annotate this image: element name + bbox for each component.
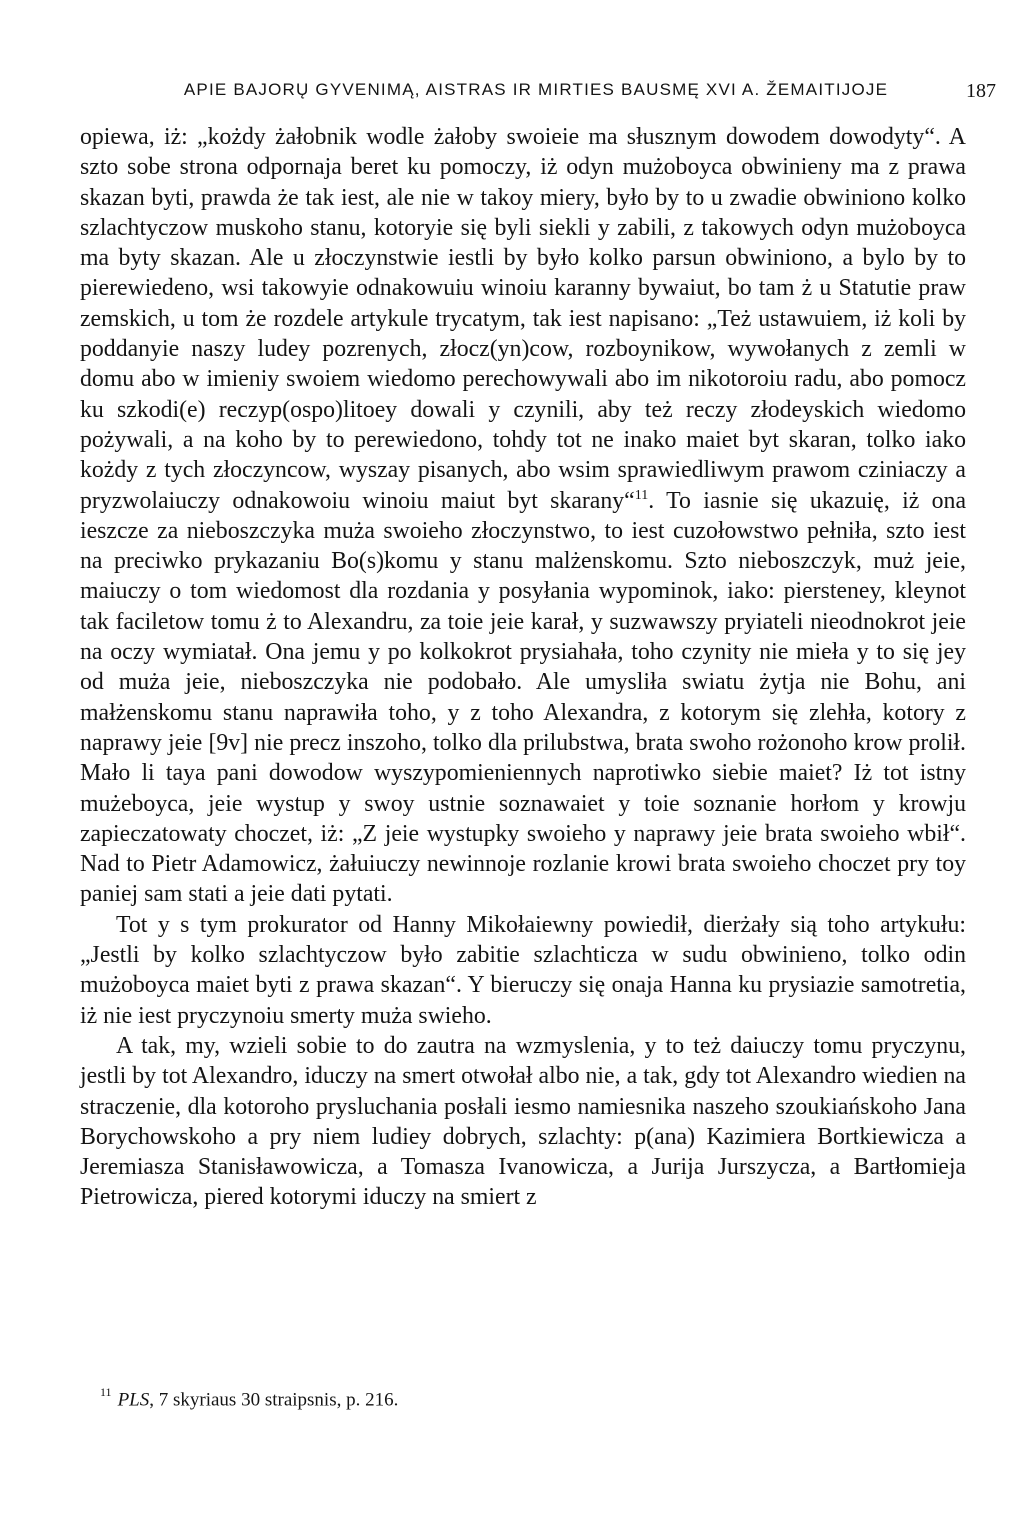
paragraph-1-text-a: opiewa, iż: „kożdy żałobnik wodle żałoby swoieie ma słusznym dowodem dowodyty“. A szto sobe strona odpornaja beret ku pomoczy, iż odyn mużoboyca obwinieny ma z prawa skazan byti, prawda że tak iest, ale nie w takoy miery, było by to u zwadie obwiniono kolko szlachtyczow muskoho stanu, kotoryie się byli siekli y zabili, z takowych odyn mużoboyca ma byty skazan. Ale u złoczynstwie iestli by było kolko parsun obwiniono, a bylo by to pierewiedeno, wsi takowyie odnakowuiu winoiu karanny bywaiut, bo tam ż u Statutie praw zemskich, u tom że rozdele artykule trycatym, tak iest napisano: „Też ustawuiem, iż koli by poddanyie naszy ludey pozrenych, złocz(yn)cow, rozboynikow, wywołanych z zemli w domu abo w imieniy swoiem wiedomo perechowywali abo im nikotoroiu radu, abo pomocz ku szkodi(e) reczyp(ospo)litoey dowali y czynili, aby też reczy złodeyskich wiedomo pożywali, a na koho by to perewiedono, tohdy tot ne inako maiet byt skaran, tolko iako kożdy z tych złoczyncow, wyszay pisanych, abo wsim sprawiedliwym prawom cziniaczy a pryzwolaiuczy odnakowoiu winoiu maiut byt skarany“ xyxy=(80,124,966,514)
page-number: 187 xyxy=(966,80,996,102)
paragraph-1 xyxy=(80,122,966,910)
paragraph-3: A tak, my, wzieli sobie to do zautra na wzmyslenia, y to też daiuczy tomu pryczynu, jestli by tot Alexandro, iduczy na smert otwołał albo nie, a tak, gdy tot Alexandro wiedien na straczenie, dla kotoroho prysluchania posłali iesmo namiesnika naszeho szoukiańskoho Jana Borychowskoho a pry niem ludiey dobrych, szlachty: p(ana) Kazimiera Bortkiewicza a Jeremiasza Stanisławowicza, a Tomasza Ivanowicza, a Jurija Jurszycza, a Bartłomieja Pietrowicza, piered kotorymi iduczy na smiert z xyxy=(80,1032,966,1211)
footnote xyxy=(100,1382,960,1412)
footnote-mark: 11 xyxy=(100,1385,112,1399)
paragraph-1-text-b: . To iasnie się ukazuię, iż ona ieszcze za nieboszczyka muża swoieho złoczynstwo, to iest cuzołowstwo pełniła, szto iest na preciwko prykazaniu Bo(s)komu y stanu malżenskomu. Szto nieboszczyk, muż jeie, maiuczy o tom wiedomost dla rozdania y posyłania wypominok, iako: piersteney, kleynot tak faciletow tomu ż to Alexandru, za toie jeie karał, y suzwawszy pryiateli nieodnokrot jeie na oczy wymiatał. Ona jemu y po kolkokrot prysiahała, toho czynity nie mieła y to się jey od muża jeie, nieboszczyka nie podobało. Ale umysliła swiatu żytja nie Bohu, ani małżenskomu stanu naprawiła toho, y z toho Alexandra, z kotorym się zlehła, kotory z naprawy jeie [9v] nie precz inszoho, tolko dla prilubstwa, brata swoho rożonoho krow prolił. Mało li taya pani dowodow wyszypomieniennych naprotiwko siebie maiet? Iż tot istny mużeboyca, jeie wystup y swoy ustnie soznawaiet y toie soznanie horłom y krowju zapieczatowaty choczet, iż: „Z jeie wystupky swoieho y naprawy jeie brata swoieho wbił“. Nad to Pietr Adamowicz, żałuiuczy newinnoje rozlanie krowi brata swoieho choczet pry toy paniej sam stati a jeie dati pytati. xyxy=(80,487,967,908)
footnote-text: , 7 skyriaus 30 straipsnis, p. 216. xyxy=(149,1389,399,1411)
paragraph-2: Tot y s tym prokurator od Hanny Mikołaiewny powiedił, dierżały sią toho artykułu: „Jestli by kolko szlachtyczow było zabitie szlachticza w sudu obwinieno, tolko odin mużoboyca maiet byti z prawa skazan“. Y bieruczy się onaja Hanna ku prysiazie samotretia, iż nie iest pryczynoiu smerty muża swieho. xyxy=(80,911,966,1029)
footnote-reference: 11 xyxy=(634,487,649,503)
running-title: APIE BAJORŲ GYVENIMĄ, AISTRAS IR MIRTIES BAUSMĘ XVI A. ŽEMAITIJOJE xyxy=(183,80,889,99)
footnote-source: PLS xyxy=(117,1389,150,1411)
body-text xyxy=(80,122,966,1213)
